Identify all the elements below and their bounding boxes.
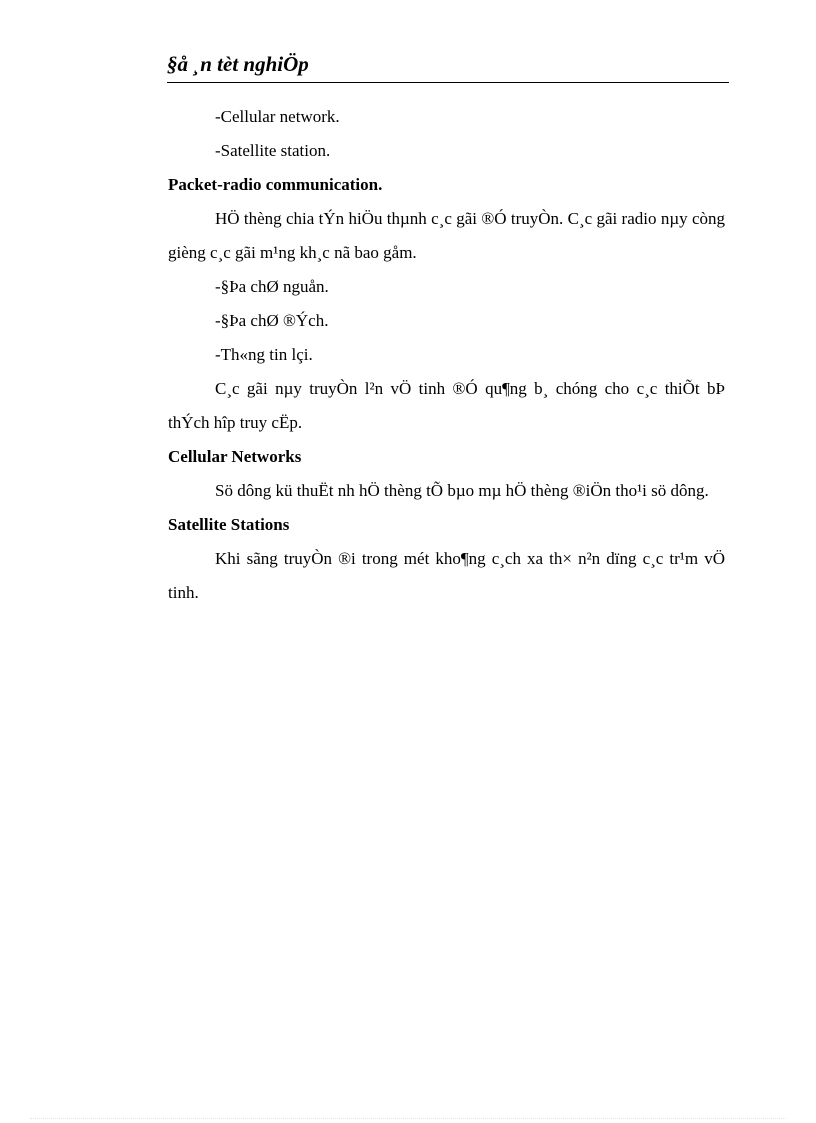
page-bottom-divider bbox=[30, 1118, 786, 1119]
heading-satellite-stations: Satellite Stations bbox=[168, 515, 290, 534]
paragraph-cellular-networks: Sö dông kü thuËt nh hÖ thèng tÕ bµo mµ hÖ thèng ®iÖn tho¹i sö dông. bbox=[215, 481, 709, 500]
paragraph-satellite-stations: Khi sãng truyÒn ®i trong mét kho¶ng c¸ch xa th× n²n dïng c¸c tr¹m vÖ tinh. bbox=[168, 549, 725, 602]
heading-cellular-networks: Cellular Networks bbox=[168, 447, 302, 466]
list-item-satellite-station: -Satellite station. bbox=[215, 141, 331, 160]
list-item-destination-address: -§Þa chØ ®Ých. bbox=[215, 311, 329, 330]
list-item-source-address: -§Þa chØ nguån. bbox=[215, 277, 329, 296]
list-item-error-info: -Th«ng tin lçi. bbox=[215, 345, 313, 364]
heading-packet-radio: Packet-radio communication. bbox=[168, 175, 383, 194]
list-item-cellular-network: -Cellular network. bbox=[215, 107, 340, 126]
paragraph-packet-radio: HÖ thèng chia tÝn hiÖu thµnh c¸c gãi ®Ó truyÒn. C¸c gãi radio nµy còng gièng c¸c gãi m¹ng kh¸c nã bao gåm. bbox=[168, 209, 725, 262]
document-body bbox=[168, 100, 725, 610]
page-header-title: §å ¸n tèt nghiÖp bbox=[167, 52, 309, 76]
paragraph-broadcast: C¸c gãi nµy truyÒn l²n vÖ tinh ®Ó qu¶ng b¸ chóng cho c¸c thiÕt bÞ thÝch hîp truy cËp. bbox=[168, 379, 725, 432]
page-header bbox=[167, 50, 729, 83]
